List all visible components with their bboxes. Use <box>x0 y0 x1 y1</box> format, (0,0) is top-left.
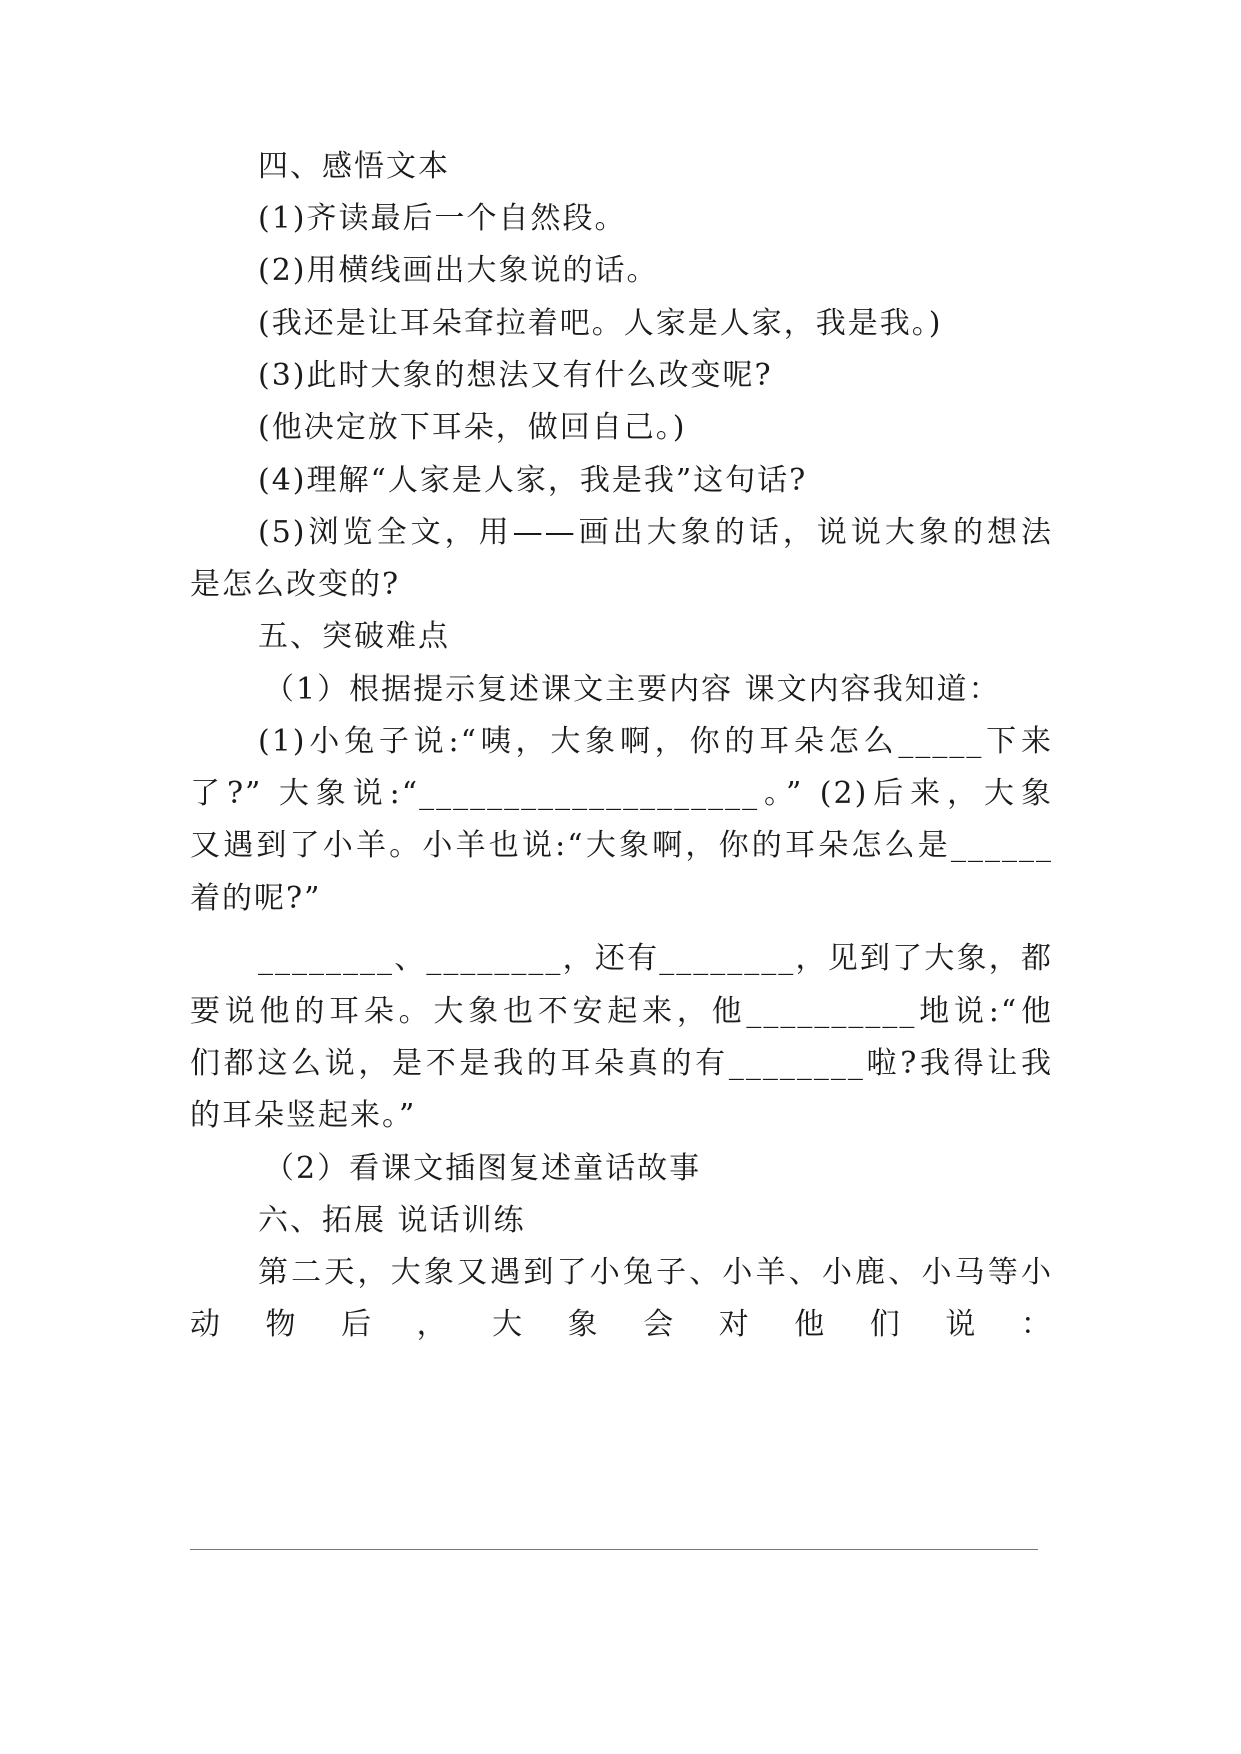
spread-char: 物 <box>265 1307 298 1342</box>
paragraph-line: (4)理解“人家是人家，我是我”这句话? <box>258 463 808 498</box>
paragraph-line: ________、________，还有________，见到了大象，都 <box>258 941 1053 976</box>
paragraph-line: (1)小兔子说:“咦，大象啊，你的耳朵怎么_____下来 <box>258 724 1053 759</box>
paragraph-line: 又遇到了小羊。小羊也说:“大象啊，你的耳朵怎么是______ <box>190 828 1053 863</box>
spread-char: 大 <box>492 1307 525 1342</box>
paragraph-line: (3)此时大象的想法又有什么改变呢? <box>258 358 773 393</box>
spread-char: 象 <box>567 1307 600 1342</box>
paragraph-line: 是怎么改变的? <box>190 567 401 602</box>
heading-section-5: 五、突破难点 <box>258 619 450 654</box>
spread-char: 会 <box>643 1307 676 1342</box>
paragraph-line: (1)齐读最后一个自然段。 <box>258 201 627 236</box>
paragraph-line: (5)浏览全文，用——画出大象的话，说说大象的想法 <box>258 515 1053 550</box>
paragraph-line: 要说他的耳朵。大象也不安起来，他__________地说:“他 <box>190 994 1053 1029</box>
answer-blank-line <box>190 1549 1038 1550</box>
spread-char: 对 <box>718 1307 751 1342</box>
paragraph-line: 第二天，大象又遇到了小兔子、小羊、小鹿、小马等小 <box>258 1255 1053 1290</box>
paragraph-line: （2）看课文插图复述童话故事 <box>264 1151 702 1186</box>
spread-char: ： <box>1020 1307 1053 1342</box>
paragraph-line: 了?” 大象说:“____________________。” (2)后来，大象 <box>190 776 1053 811</box>
paragraph-line: （1）根据提示复述课文主要内容 课文内容我知道： <box>264 672 1001 707</box>
spread-line <box>190 1305 1053 1345</box>
paragraph-line: (他决定放下耳朵，做回自己。) <box>258 410 687 445</box>
paragraph-line: 着的呢?” <box>190 881 322 916</box>
heading-section-6: 六、拓展 说话训练 <box>258 1203 526 1238</box>
paragraph-line: 们都这么说，是不是我的耳朵真的有________啦?我得让我 <box>190 1046 1053 1081</box>
spread-char: 他 <box>794 1307 827 1342</box>
spread-char: 动 <box>190 1307 222 1342</box>
spread-char: 们 <box>869 1307 902 1342</box>
heading-section-4: 四、感悟文本 <box>258 149 450 184</box>
spread-char: ， <box>416 1307 449 1342</box>
paragraph-line: (2)用横线画出大象说的话。 <box>258 253 659 288</box>
spread-char: 后 <box>341 1307 374 1342</box>
paragraph-line: (我还是让耳朵耷拉着吧。人家是人家，我是我。) <box>258 306 943 341</box>
spread-char: 说 <box>945 1307 978 1342</box>
paragraph-line: 的耳朵竖起来。” <box>190 1098 417 1133</box>
